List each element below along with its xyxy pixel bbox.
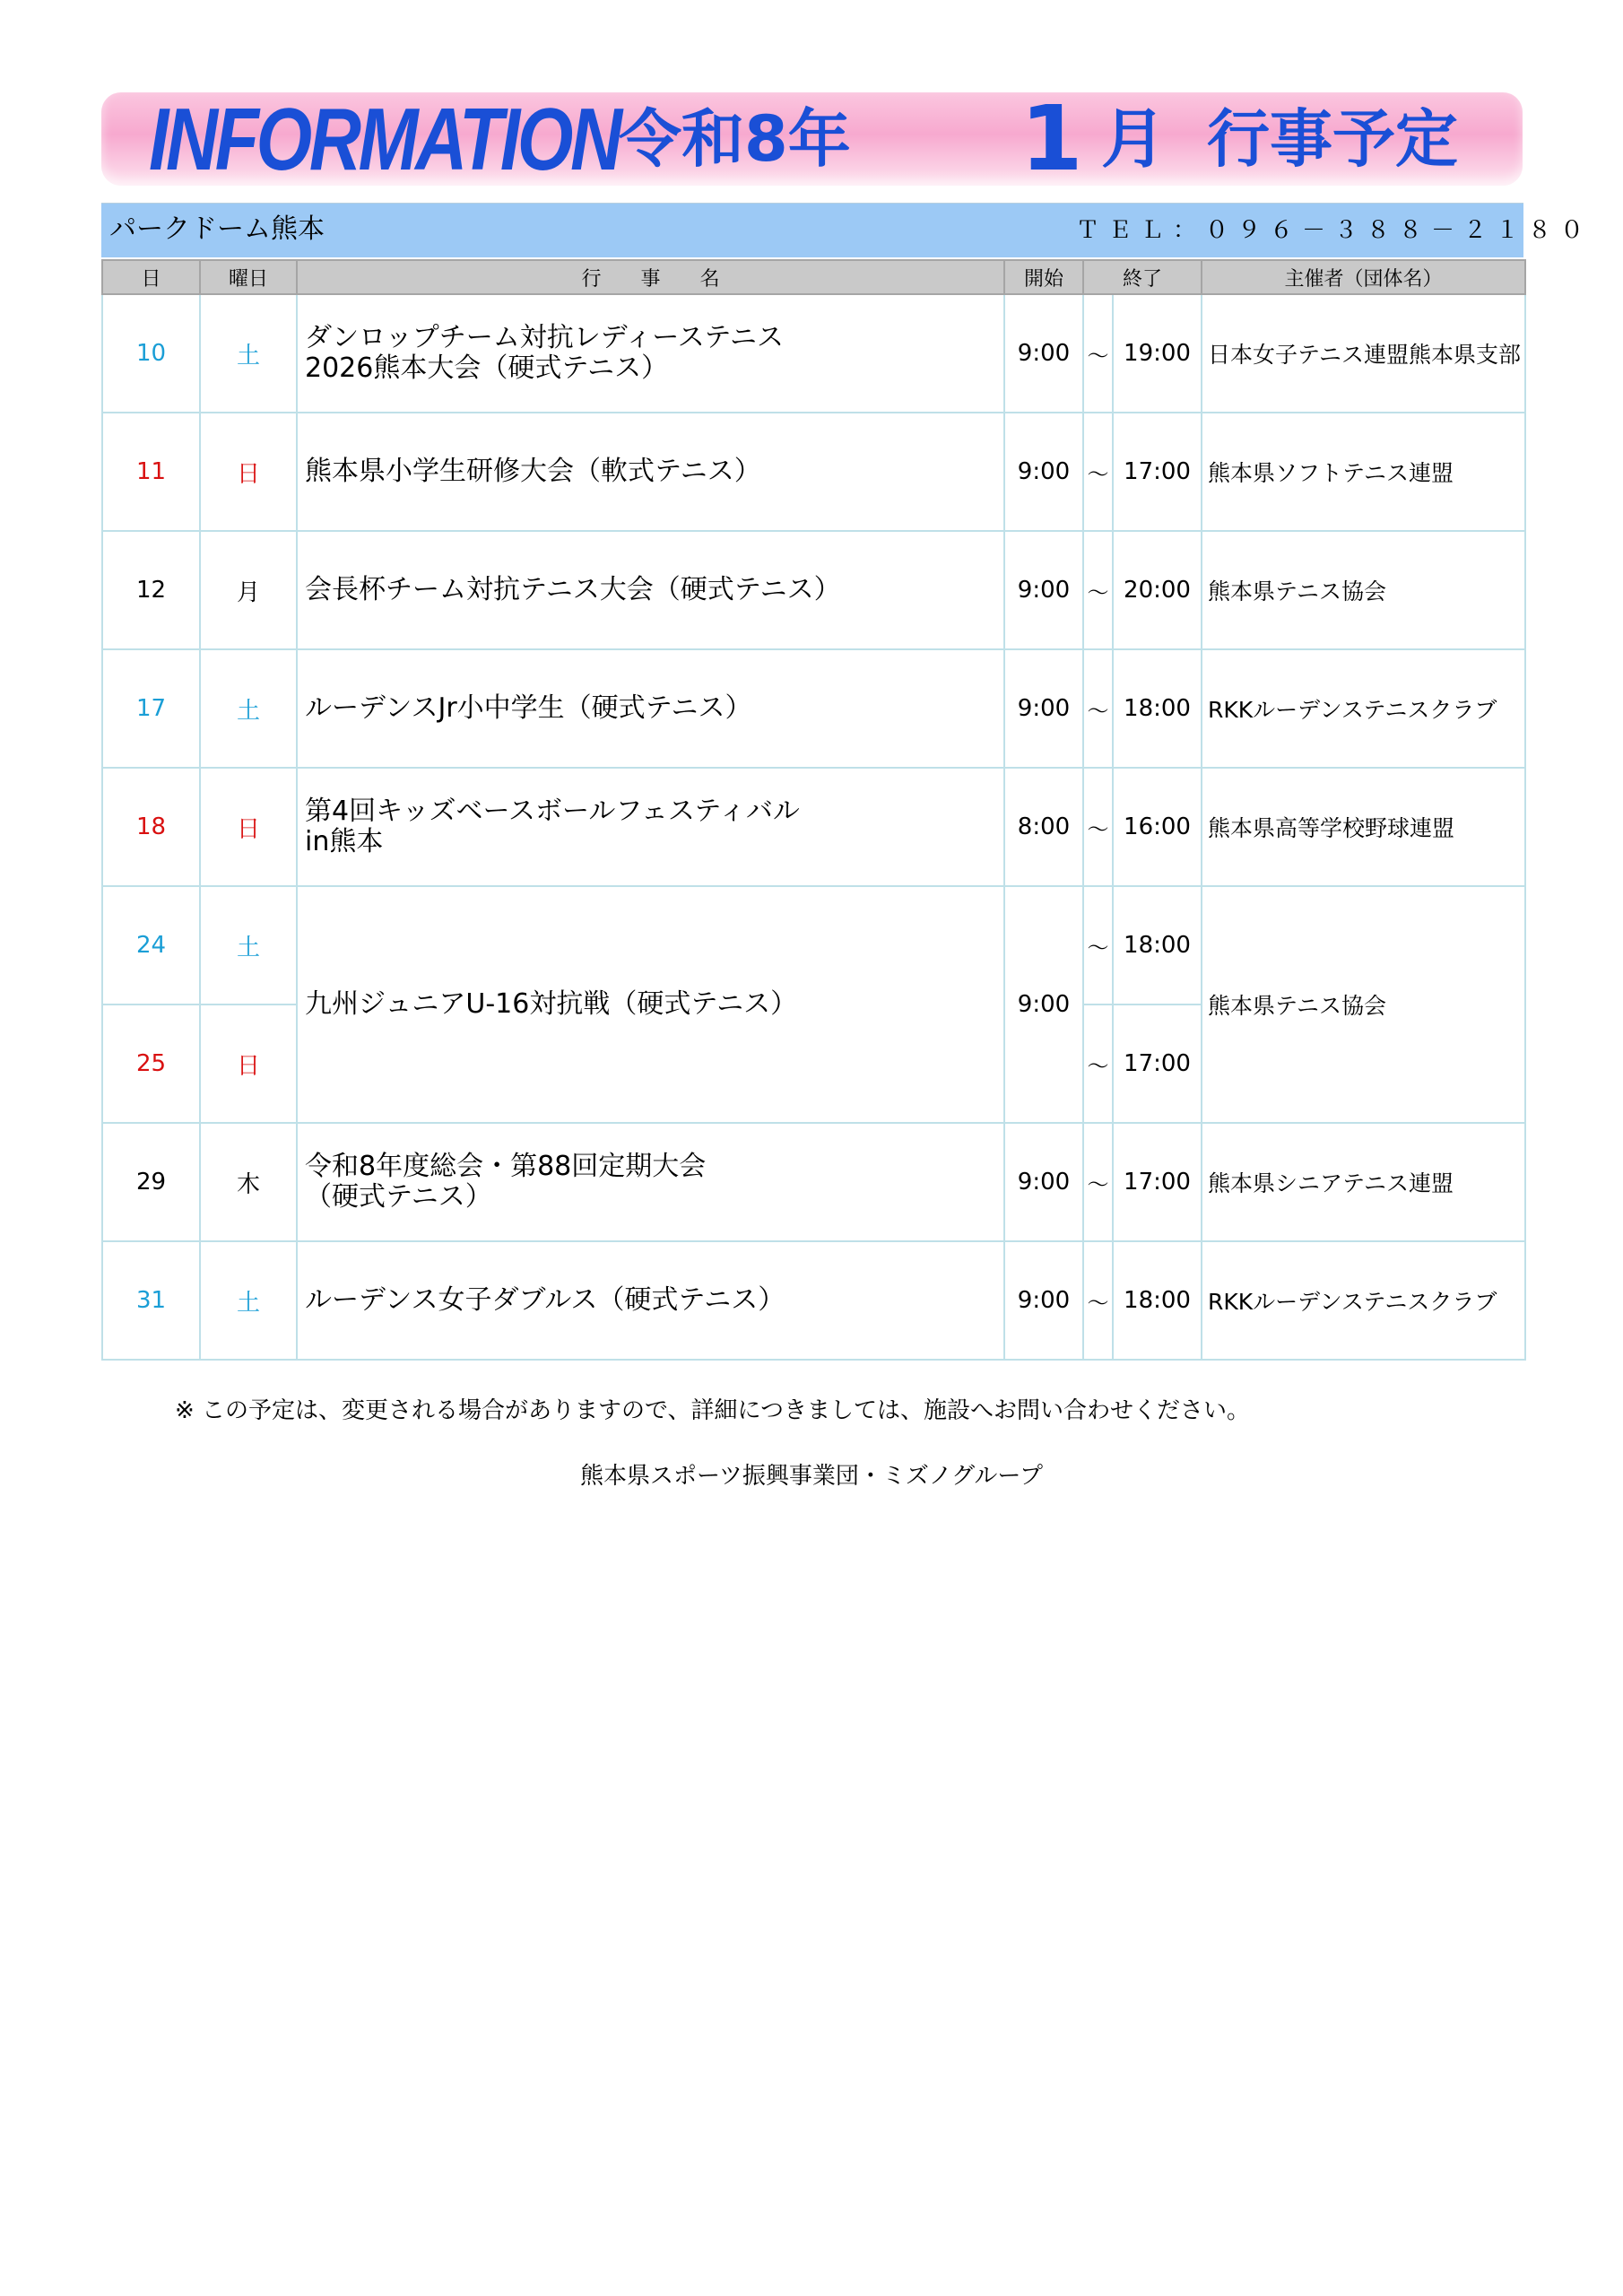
- tilde-cell: ～: [1083, 413, 1113, 531]
- organizer-cell: 熊本県テニス協会: [1202, 531, 1525, 649]
- event-cell: [297, 886, 1004, 1123]
- end-cell: 17:00: [1113, 1004, 1202, 1123]
- tilde-cell: ～: [1083, 886, 1113, 1004]
- end-cell: 17:00: [1113, 413, 1202, 531]
- organizer-cell: 熊本県ソフトテニス連盟: [1202, 413, 1525, 531]
- weekday-cell: 土: [200, 1241, 297, 1360]
- banner-month-unit: 月: [1101, 101, 1167, 177]
- weekday-cell: 日: [200, 1004, 297, 1123]
- header-weekday: 曜日: [200, 260, 297, 294]
- weekday-cell: 木: [200, 1123, 297, 1241]
- day-cell: 31: [102, 1241, 200, 1360]
- end-cell: 17:00: [1113, 1123, 1202, 1241]
- day-cell: 18: [102, 768, 200, 886]
- header-end: 終了: [1083, 260, 1202, 294]
- header-day: 日: [102, 260, 200, 294]
- table-row: [102, 413, 1525, 531]
- weekday-cell: 日: [200, 413, 297, 531]
- footer-organization: 熊本県スポーツ振興事業団・ミズノグループ: [579, 1463, 1044, 1490]
- event-cell: [297, 294, 1004, 413]
- organizer-cell: 熊本県シニアテニス連盟: [1202, 1123, 1525, 1241]
- table-row: [102, 531, 1525, 649]
- organizer-cell: RKKルーデンステニスクラブ: [1202, 649, 1525, 768]
- table-row: [102, 1123, 1525, 1241]
- start-cell: 9:00: [1004, 531, 1083, 649]
- start-cell: 8:00: [1004, 768, 1083, 886]
- end-cell: 18:00: [1113, 886, 1202, 1004]
- start-cell: 9:00: [1004, 886, 1083, 1123]
- end-cell: 16:00: [1113, 768, 1202, 886]
- end-cell: 20:00: [1113, 531, 1202, 649]
- organizer-cell: 熊本県高等学校野球連盟: [1202, 768, 1525, 886]
- table-row: [102, 768, 1525, 886]
- tilde-cell: ～: [1083, 1004, 1113, 1123]
- start-cell: 9:00: [1004, 1241, 1083, 1360]
- event-line: ダンロップチーム対抗レディーステニス: [305, 322, 784, 353]
- event-line: ルーデンス女子ダブルス（硬式テニス）: [305, 1284, 785, 1316]
- day-cell: 25: [102, 1004, 200, 1123]
- event-line: （硬式テニス）: [305, 1181, 492, 1213]
- day-cell: 17: [102, 649, 200, 768]
- tilde-cell: ～: [1083, 294, 1113, 413]
- banner-month-number: 1: [1020, 86, 1083, 191]
- start-cell: 9:00: [1004, 1123, 1083, 1241]
- event-line: 第4回キッズベースボールフェスティバル: [305, 796, 800, 827]
- organizer-cell: 日本女子テニス連盟熊本県支部: [1202, 294, 1525, 413]
- tilde-cell: ～: [1083, 649, 1113, 768]
- table-row: [102, 649, 1525, 768]
- banner-information: INFORMATION: [149, 90, 620, 188]
- event-cell: [297, 531, 1004, 649]
- event-line: ルーデンスJr小中学生（硬式テニス）: [305, 692, 752, 724]
- header-event: 行 事 名: [297, 260, 1004, 294]
- event-line: 熊本県小学生研修大会（軟式テニス）: [305, 456, 761, 487]
- end-cell: 19:00: [1113, 294, 1202, 413]
- weekday-cell: 土: [200, 649, 297, 768]
- day-cell: 11: [102, 413, 200, 531]
- organizer-cell: RKKルーデンステニスクラブ: [1202, 1241, 1525, 1360]
- header-start: 開始: [1004, 260, 1083, 294]
- event-cell: [297, 413, 1004, 531]
- event-line: 九州ジュニアU-16対抗戦（硬式テニス）: [305, 988, 798, 1020]
- banner-title: 行事予定: [1207, 102, 1458, 176]
- event-line: 会長杯チーム対抗テニス大会（硬式テニス）: [305, 574, 841, 605]
- table-row: [102, 886, 1525, 1004]
- header-organizer: 主催者（団体名）: [1202, 260, 1525, 294]
- start-cell: 9:00: [1004, 649, 1083, 768]
- event-cell: [297, 1123, 1004, 1241]
- weekday-cell: 土: [200, 294, 297, 413]
- banner-year: 令和8年: [619, 102, 851, 176]
- weekday-cell: 土: [200, 886, 297, 1004]
- disclaimer-note: ※ この予定は、変更される場合がありますので、詳細につきましては、施設へお問い合わせください。: [175, 1397, 1251, 1424]
- day-cell: 10: [102, 294, 200, 413]
- end-cell: 18:00: [1113, 649, 1202, 768]
- tilde-cell: ～: [1083, 768, 1113, 886]
- end-cell: 18:00: [1113, 1241, 1202, 1360]
- organizer-cell: 熊本県テニス協会: [1202, 886, 1525, 1123]
- event-line: 令和8年度総会・第88回定期大会: [305, 1151, 707, 1182]
- tilde-cell: ～: [1083, 531, 1113, 649]
- weekday-cell: 日: [200, 768, 297, 886]
- day-cell: 12: [102, 531, 200, 649]
- event-cell: [297, 649, 1004, 768]
- table-row: [102, 1241, 1525, 1360]
- tilde-cell: ～: [1083, 1241, 1113, 1360]
- table-row: [102, 294, 1525, 413]
- venue-name: パークドーム熊本: [109, 213, 325, 245]
- event-cell: [297, 1241, 1004, 1360]
- venue-tel: ＴＥＬ：０９６－３８８－２１８０: [1076, 217, 1593, 244]
- schedule-table: [101, 259, 1526, 1361]
- tilde-cell: ～: [1083, 1123, 1113, 1241]
- day-cell: 24: [102, 886, 200, 1004]
- day-cell: 29: [102, 1123, 200, 1241]
- event-cell: [297, 768, 1004, 886]
- table-header-row: [102, 260, 1525, 294]
- start-cell: 9:00: [1004, 413, 1083, 531]
- event-line: in熊本: [305, 826, 384, 857]
- start-cell: 9:00: [1004, 294, 1083, 413]
- weekday-cell: 月: [200, 531, 297, 649]
- event-line: 2026熊本大会（硬式テニス）: [305, 352, 669, 384]
